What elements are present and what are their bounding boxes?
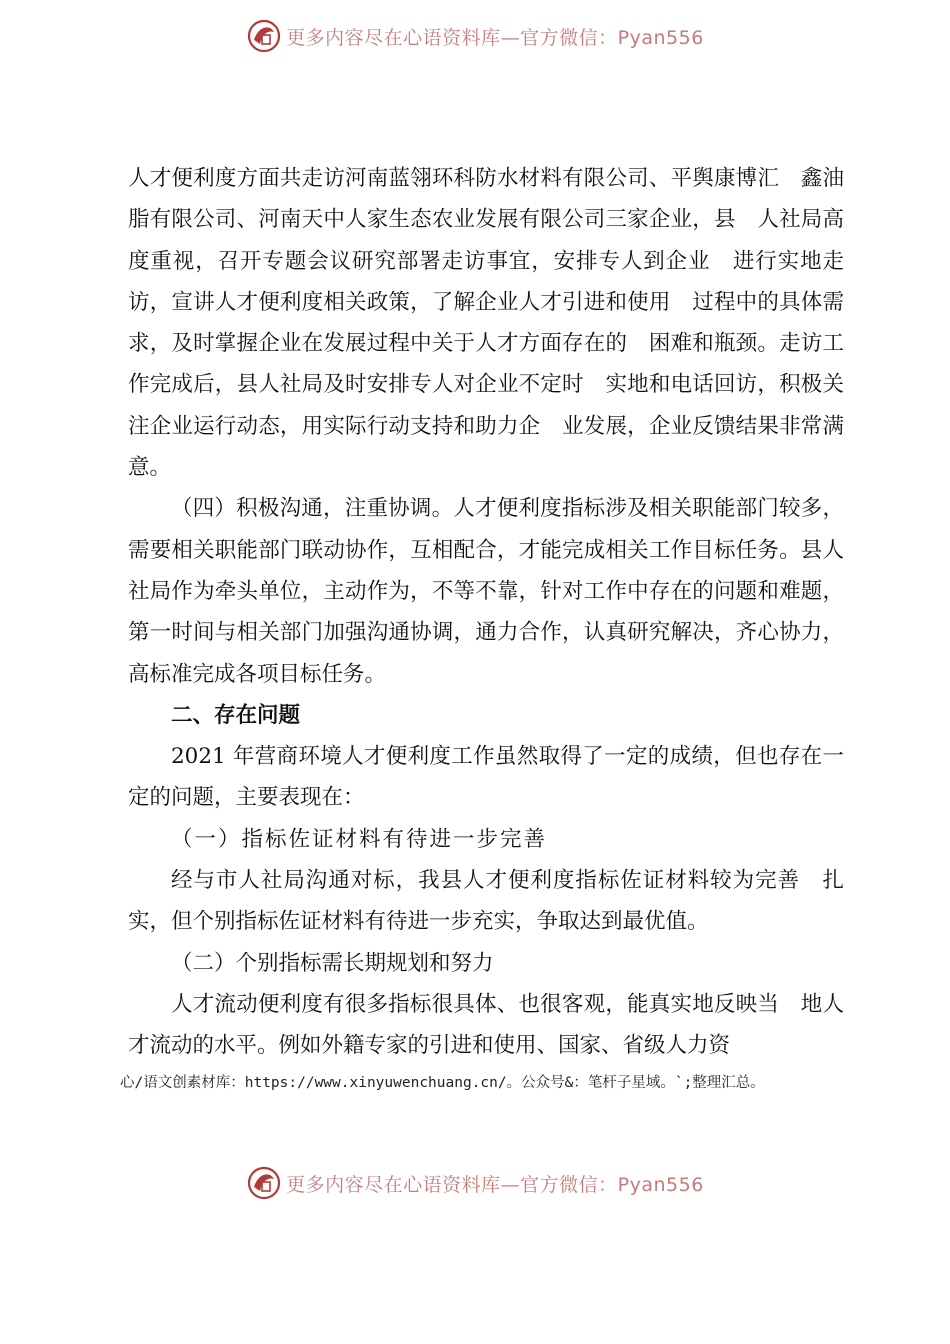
banner-text-cn: 更多内容尽在心语资料库—官方微信： bbox=[286, 1173, 618, 1196]
section-heading-problems: 二、存在问题 bbox=[171, 702, 301, 728]
paragraph-evidence-materials: 经与市人社局沟通对标，我县人才便利度指标佐证材料较为完善 扎实，但个别指标佐证材料有待进一步充实，争取达到最优值。 bbox=[128, 868, 844, 935]
source-note: 心/语文创素材库：https://www.xinyuwenchuang.cn/。公众号&：笔杆子星域。`;整理汇总。 bbox=[120, 1075, 765, 1091]
banner-wechat-id: Pyan556 bbox=[617, 1173, 704, 1196]
document-body bbox=[128, 158, 844, 1067]
paragraph-problems-intro: 2021 年营商环境人才便利度工作虽然取得了一定的成绩，但也存在一定的问题，主要表现在： bbox=[128, 744, 844, 811]
banner-text bbox=[286, 1170, 704, 1197]
footer-watermark-banner bbox=[0, 1161, 950, 1205]
paragraph-communication: （四）积极沟通，注重协调。人才便利度指标涉及相关职能部门较多，需要相关职能部门联动协作，互相配合，才能完成相关工作目标任务。县人社局作为牵头单位，主动作为，不等不靠，针对工作中存在的问题和难题，第一时间与相关部门加强沟通协调，通力合作，认真研究解决，齐心协力，高标准完成各项目标任务。 bbox=[128, 496, 844, 687]
brand-logo-icon bbox=[246, 18, 282, 54]
subheading-evidence-materials: （一）指标佐证材料有待进一步完善 bbox=[171, 826, 548, 852]
banner-text-cn: 更多内容尽在心语资料库—官方微信： bbox=[286, 26, 618, 49]
paragraph-talent-mobility: 人才流动便利度有很多指标很具体、也很客观，能真实地反映当 地人才流动的水平。例如外籍专家的引进和使用、国家、省级人力资 bbox=[128, 991, 844, 1059]
banner-text bbox=[286, 23, 704, 50]
banner-wechat-id: Pyan556 bbox=[617, 26, 704, 49]
brand-logo-icon bbox=[246, 1165, 282, 1201]
subheading-long-term-planning: （二）个别指标需长期规划和努力 bbox=[171, 950, 494, 976]
header-watermark-banner bbox=[0, 14, 950, 58]
paragraph-talent-visits: 人才便利度方面共走访河南蓝翎环科防水材料有限公司、平舆康博汇 鑫油脂有限公司、河南天中人家生态农业发展有限公司三家企业，县 人社局高度重视，召开专题会议研究部署走访事宜，安排专人到企业 进行实地走访，宣讲人才便利度相关政策，了解企业人才引进和使用 过程中的具体需求，及时掌握企业在发展过程中关于人才方面存在的 困难和瓶颈。走访工作完成后，县人社局及时安排专人对企业不定时 实地和电话回访，积极关注企业运行动态，用实际行动支持和助力企 业发展，企业反馈结果非常满意。 bbox=[128, 166, 844, 481]
